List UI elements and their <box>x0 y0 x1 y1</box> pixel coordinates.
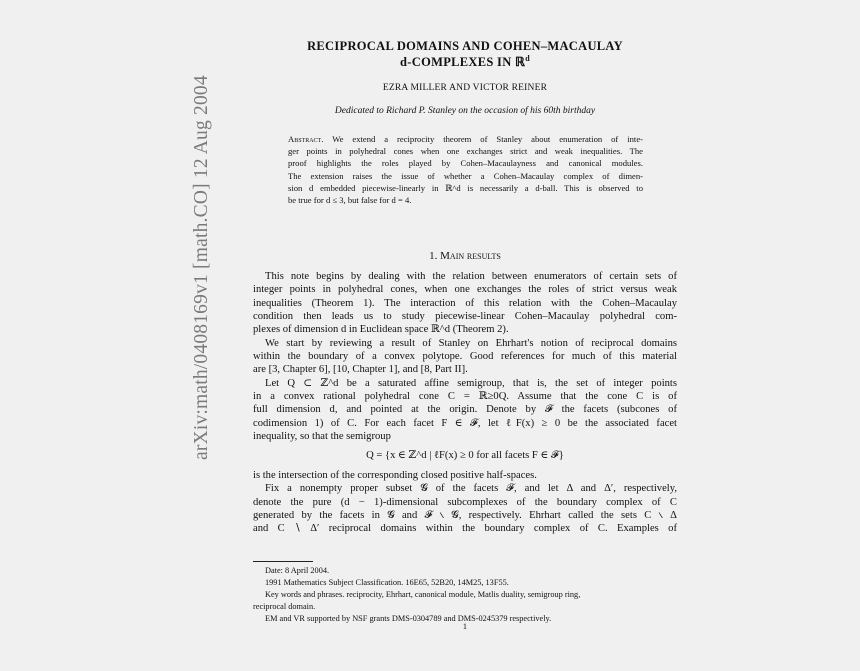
body-line-2: integer points in polyhedral cones, when one exchanges the roles of strict versus weak <box>253 284 677 296</box>
abstract-line-2: ger points in polyhedral cones when one exchanges strict and weak inequalities. The <box>288 146 643 157</box>
arxiv-identifier-stamp: arXiv:math/0408169v1 [math.CO] 12 Aug 2004 <box>191 75 212 460</box>
body-line-16: denote the pure (d − 1)-dimensional subcomplexes of the boundary complex of C <box>253 496 677 508</box>
semigroup-equation: Q = {x ∈ ℤ^d | ℓF(x) ≥ 0 for all facets F ∈ 𝓕} <box>366 450 564 462</box>
footnotes <box>253 565 677 625</box>
body-line-1: This note begins by dealing with the relation between enumerators of certain sets of <box>265 271 677 282</box>
body-line-14: is the intersection of the corresponding closed positive half-spaces. <box>253 469 537 481</box>
body-text <box>253 270 677 536</box>
body-line-17: generated by the facets in 𝓖 and 𝓕 ∖ 𝓖, respectively. Ehrhart called the sets C ∖ Δ <box>253 509 677 521</box>
dedication: Dedicated to Richard P. Stanley on the occasion of his 60th birthday <box>334 106 596 116</box>
body-line-8: are [3, Chapter 6], [10, Chapter 1], and [8, Part II]. <box>253 364 468 376</box>
body-line-10: in a convex rational polyhedral cone C = ℝ≥0Q. Assume that the cone C is of <box>253 391 677 403</box>
paper-title-line-2-text: d-COMPLEXES IN ℝ <box>400 55 526 70</box>
page-number: 1 <box>462 622 468 631</box>
body-line-6: We start by reviewing a result of Stanley on Ehrhart's notion of reciprocal domains <box>265 337 677 349</box>
section-number: 1. <box>429 250 438 262</box>
paper-title-line-2 <box>253 52 677 69</box>
body-line-15: Fix a nonempty proper subset 𝓖 of the facets 𝓕, and let Δ and Δ′, respectively, <box>265 483 677 495</box>
abstract-line-4: The extension raises the issue of whether a Cohen–Macaulay complex of dimen- <box>288 170 643 181</box>
abstract-line-1: We extend a reciprocity theorem of Stanley about enumeration of inte- <box>332 134 643 144</box>
body-line-18: and C ∖ Δ′ reciprocal domains within the boundary complex of C. Examples of <box>253 523 677 535</box>
body-line-9: Let Q ⊂ ℤ^d be a saturated affine semigroup, that is, the set of integer points <box>265 377 677 389</box>
abstract-line <box>288 133 643 145</box>
paper-title-line-1: RECIPROCAL DOMAINS AND COHEN–MACAULAY <box>307 39 623 53</box>
body-line-11: full dimension d, and pointed at the origin. Denote by 𝓕 the facets (subcones of <box>253 404 677 416</box>
body-line-5: plexes of dimension d in Euclidean space ℝ^d (Theorem 2). <box>253 324 509 336</box>
footnote-keywords-cont: reciprocal domain. <box>253 601 316 611</box>
body-line-13: inequality, so that the semigroup <box>253 431 391 443</box>
abstract-line-3: proof highlights the roles played by Cohen–Macaulayness and canonical modules. <box>288 158 643 169</box>
footnote-rule <box>253 561 313 562</box>
body-line-12: codimension 1) of C. For each facet F ∈ 𝓕, let ℓF(x) ≥ 0 be the associated facet <box>253 417 677 429</box>
footnote-msc: 1991 Mathematics Subject Classification. 16E65, 52B20, 14M25, 13F55. <box>265 577 509 587</box>
body-line-3: inequalities (Theorem 1). The interaction of this relation with the Cohen–Macaulay <box>253 297 677 309</box>
abstract-line-6: be true for d ≤ 3, but false for d = 4. <box>288 195 412 206</box>
abstract-line-5: sion d embedded piecewise-linearly in ℝ^d is necessarily a d-ball. This is observed to <box>288 182 643 193</box>
footnote-keywords: Key words and phrases. reciprocity, Ehrhart, canonical module, Matlis duality, semigroup ring, <box>265 589 581 599</box>
paper-title-superscript: d <box>525 54 530 63</box>
footnote-date: Date: 8 April 2004. <box>265 566 330 575</box>
abstract <box>288 133 643 206</box>
body-line-7: within the boundary of a convex polytope. Good references for much of this material <box>253 351 677 363</box>
section-heading <box>253 250 677 262</box>
body-line-4: condition then leads us to study piecewise-linear Cohen–Macaulay polyhedral com- <box>253 311 677 323</box>
footnote-support: EM and VR supported by NSF grants DMS-0304789 and DMS-0245379 respectively. <box>265 613 552 623</box>
section-title: Main results <box>440 250 501 262</box>
abstract-label: Abstract. <box>288 134 324 144</box>
authors: EZRA MILLER AND VICTOR REINER <box>382 83 548 93</box>
